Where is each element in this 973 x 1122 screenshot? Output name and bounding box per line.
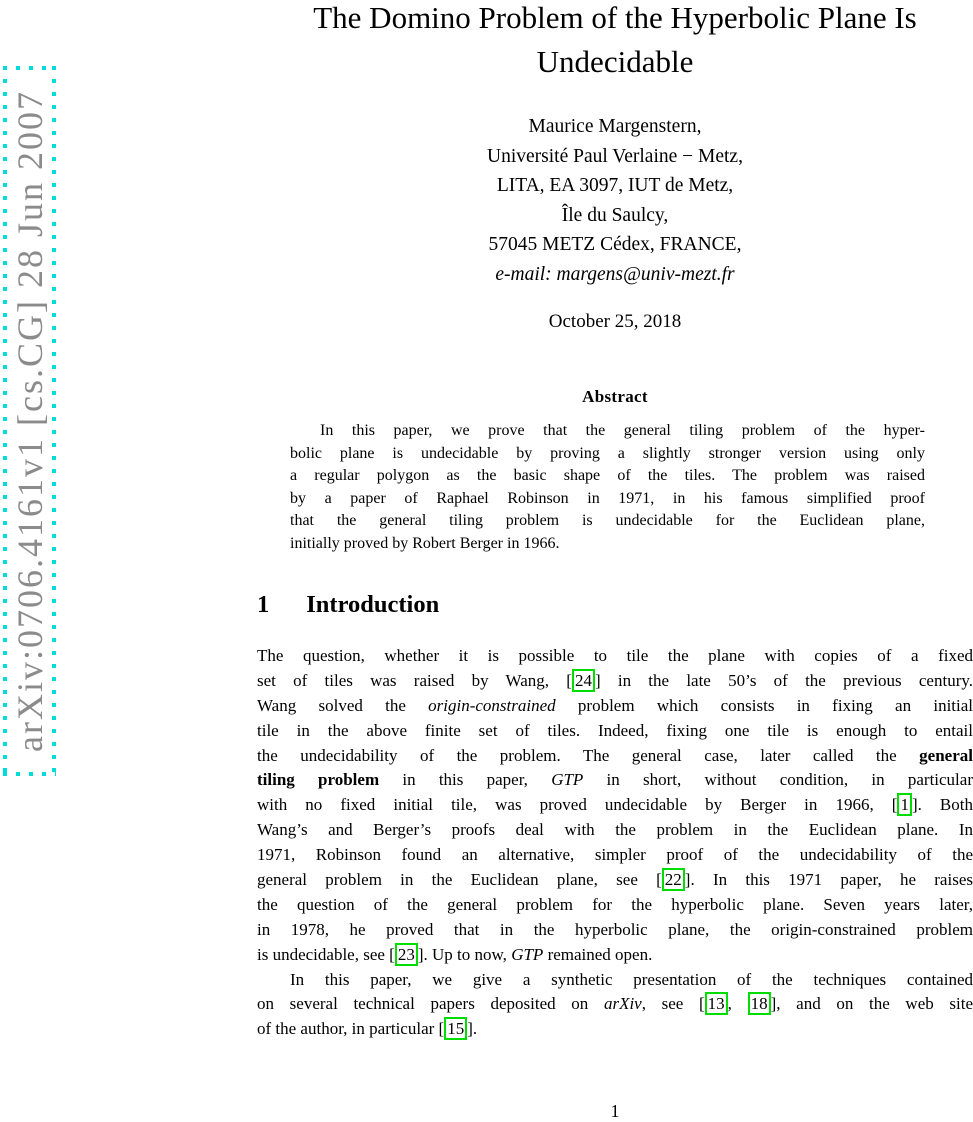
bold-text: tiling problem <box>257 770 380 790</box>
intro-lines <box>257 644 973 1042</box>
page-number: 1 <box>610 1101 620 1121</box>
body-text: set of tiles was raised by Wang, [ <box>257 670 572 690</box>
author-affiliation: Université Paul Verlaine − Metz, <box>487 145 743 167</box>
intro-line <box>257 694 973 719</box>
intro-line <box>257 768 973 793</box>
citation-link[interactable]: 23 <box>395 943 418 966</box>
intro-line <box>257 669 973 694</box>
body-text: in this paper, <box>379 770 552 790</box>
author-lab: LITA, EA 3097, IUT de Metz, <box>496 175 734 197</box>
body-text: ]. Up to now, <box>417 944 512 964</box>
body-text: on several technical papers deposited on <box>257 994 604 1014</box>
author-email: e-mail: margens@univ-mezt.fr <box>495 263 735 285</box>
intro-line <box>257 992 973 1017</box>
watermark-border-left <box>3 66 7 776</box>
body-text: , see [ <box>641 994 705 1014</box>
italic-text: GTP <box>551 770 584 790</box>
body-text: in short, without condition, in particular <box>583 770 973 790</box>
body-text: Wang’s and Berger’s proofs deal with the problem in the Euclidean plane. In <box>257 820 973 840</box>
bold-text: general <box>919 745 973 765</box>
intro-line <box>257 968 973 993</box>
body-text: ]. <box>467 1019 478 1039</box>
abstract-line: initially proved by Robert Berger in 1966. <box>290 534 560 552</box>
section-title: Introduction <box>306 591 440 618</box>
abstract-line: that the general tiling problem is undecidable for the Euclidean plane, <box>290 512 925 530</box>
italic-text: arXiv <box>603 994 642 1014</box>
section-heading <box>257 591 439 619</box>
body-text: of the author, in particular [ <box>257 1019 445 1039</box>
citation-link[interactable]: 22 <box>662 868 685 891</box>
arxiv-watermark <box>3 66 56 776</box>
body-text: the question of the general problem for the hyperbolic plane. Seven years later, <box>257 894 973 914</box>
body-text: remained open. <box>543 944 653 964</box>
arxiv-id-text: arXiv:0706.4161v1 [cs.CG] 28 Jun 2007 <box>9 90 50 752</box>
author-address-line1: Île du Saulcy, <box>561 204 669 226</box>
body-text: tile in the above finite set of tiles. Indeed, fixing one tile is enough to entail <box>257 720 973 740</box>
intro-line <box>257 793 973 818</box>
intro-line <box>257 644 973 669</box>
citation-link[interactable]: 13 <box>705 992 728 1015</box>
italic-text: GTP <box>511 944 544 964</box>
body-text: ]. Both <box>911 795 973 815</box>
citation-link[interactable]: 18 <box>748 992 771 1015</box>
abstract-line: In this paper, we prove that the general tiling problem of the hyper- <box>320 422 925 439</box>
intro-line <box>257 943 973 968</box>
abstract-lines <box>290 420 925 556</box>
paper-date: October 25, 2018 <box>548 311 682 332</box>
author-name: Maurice Margenstern, <box>528 116 702 137</box>
citation-link[interactable]: 15 <box>444 1017 467 1040</box>
italic-text: origin-constrained <box>428 695 556 715</box>
intro-line <box>257 918 973 943</box>
body-text: ]. In this 1971 paper, he raises <box>684 870 973 890</box>
paper-title-line2: Undecidable <box>536 44 694 79</box>
body-text: with no fixed initial tile, was proved undecidable by Berger in 1966, [ <box>257 795 898 815</box>
abstract-line: bolic plane is undecidable by proving a slightly stronger version using only <box>290 444 925 462</box>
intro-line <box>257 744 973 769</box>
intro-line <box>257 893 973 918</box>
body-text: in 1978, he proved that in the hyperbolic plane, the origin-constrained problem <box>257 919 973 939</box>
body-text: , <box>727 994 748 1014</box>
intro-line <box>257 818 973 843</box>
body-text: the undecidability of the problem. The general case, later called the <box>257 745 920 765</box>
citation-link[interactable]: 1 <box>897 793 912 816</box>
intro-line <box>257 868 973 893</box>
author-address-line2: 57045 METZ Cédex, FRANCE, <box>488 234 742 256</box>
intro-line <box>257 719 973 744</box>
intro-line <box>257 843 973 868</box>
body-text: In this paper, we give a synthetic presentation of the techniques contained <box>290 969 973 989</box>
watermark-border-top <box>3 66 56 70</box>
section-number: 1 <box>257 591 270 618</box>
watermark-border-right <box>52 66 56 776</box>
intro-line <box>257 1017 973 1042</box>
body-text: problem which consists in fixing an initial <box>555 695 973 715</box>
abstract-heading: Abstract <box>582 387 648 406</box>
author-block <box>257 112 973 290</box>
page-column <box>257 0 973 1121</box>
body-text: ] in the late 50’s of the previous century. <box>594 670 973 690</box>
abstract-line: by a paper of Raphael Robinson in 1971, in his famous simplified proof <box>290 489 925 507</box>
body-text: 1971, Robinson found an alternative, simpler proof of the undecidability of the <box>257 845 973 865</box>
paper-title-line1: The Domino Problem of the Hyperbolic Plane Is <box>313 0 917 35</box>
citation-link[interactable]: 24 <box>572 669 595 692</box>
body-text: general problem in the Euclidean plane, see [ <box>257 870 662 890</box>
body-text: Wang solved the <box>257 695 429 715</box>
abstract-line: a regular polygon as the basic shape of the tiles. The problem was raised <box>290 467 925 485</box>
body-text: is undecidable, see [ <box>257 944 395 964</box>
body-text: ], and on the web site <box>770 994 973 1014</box>
watermark-border-bottom <box>3 772 56 776</box>
body-text: The question, whether it is possible to tile the plane with copies of a fixed <box>257 646 973 665</box>
